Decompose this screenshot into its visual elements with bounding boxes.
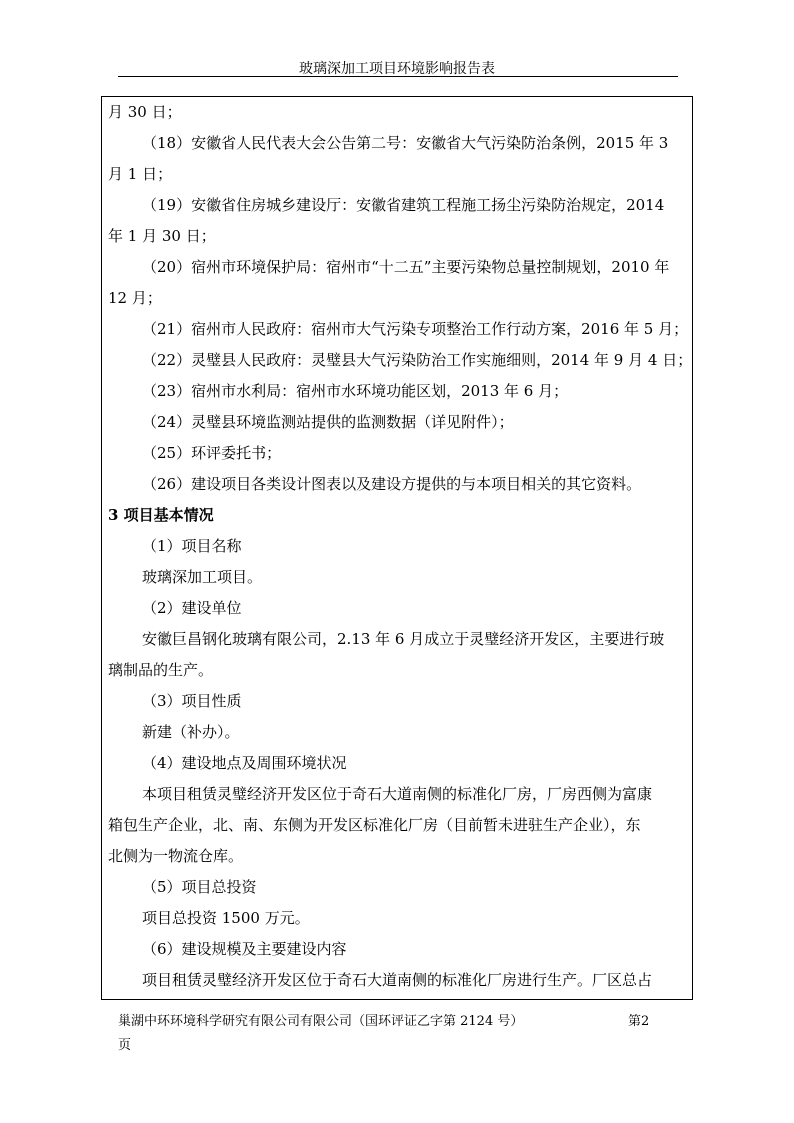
text-line: 安徽巨昌钢化玻璃有限公司，2.13 年 6 月成立于灵璧经济开发区，主要进行玻 <box>142 630 665 648</box>
text-line: 月 30 日； <box>108 103 182 121</box>
report-text <box>108 97 693 996</box>
text-line: 新建（补办）。 <box>142 723 240 741</box>
text-line: （24）灵璧县环境监测站提供的监测数据（详见附件）； <box>142 413 514 431</box>
text-line: 月 1 日； <box>108 165 173 183</box>
header-divider <box>118 76 678 77</box>
subsection-heading: （3）项目性质 <box>142 692 242 710</box>
subsection-heading: （2）建设单位 <box>142 599 242 617</box>
footer-company: 巢湖中环环境科学研究有限公司有限公司（国环评证乙字第 2124 号） <box>118 1014 524 1029</box>
text-line: 12 月； <box>108 289 162 307</box>
subsection-heading: （6）建设规模及主要建设内容 <box>142 940 347 958</box>
subsection-heading: （4）建设地点及周围环境状况 <box>142 754 347 772</box>
text-line: （19）安徽省住房城乡建设厅：安徽省建筑工程施工扬尘污染防治规定，2014 <box>142 196 665 214</box>
text-line: 年 1 月 30 日； <box>108 227 216 245</box>
subsection-heading: （5）项目总投资 <box>142 878 257 896</box>
text-line: （23）宿州市水利局：宿州市水环境功能区划，2013 年 6 月； <box>142 382 569 400</box>
text-line: （21）宿州市人民政府：宿州市大气污染专项整治工作行动方案，2016 年 5 月； <box>142 320 689 338</box>
text-line: （26）建设项目各类设计图表以及建设方提供的与本项目相关的其它资料。 <box>142 475 642 493</box>
text-line: 玻璃深加工项目。 <box>142 568 263 586</box>
footer-page-suffix: 页 <box>118 1038 132 1053</box>
text-line: （25）环评委托书； <box>142 444 282 462</box>
text-line: 北侧为一物流仓库。 <box>108 847 244 865</box>
text-line: （20）宿州市环境保护局：宿州市“十二五”主要污染物总量控制规划，2010 年 <box>142 258 670 276</box>
section-heading: 3 项目基本情况 <box>108 506 214 524</box>
report-content-box <box>101 96 693 1000</box>
page-header-title: 玻璃深加工项目环境影响报告表 <box>299 61 495 77</box>
text-line: 本项目租赁灵璧经济开发区位于奇石大道南侧的标准化厂房，厂房西侧为富康 <box>142 785 653 803</box>
footer-page-label: 第2 <box>628 1014 650 1029</box>
subsection-heading: （1）项目名称 <box>142 537 242 555</box>
text-line: 项目租赁灵璧经济开发区位于奇石大道南侧的标准化厂房进行生产。厂区总占 <box>142 971 653 989</box>
text-line: （18）安徽省人民代表大会公告第二号：安徽省大气污染防治条例，2015 年 3 <box>142 134 669 152</box>
text-line: 璃制品的生产。 <box>108 661 214 679</box>
text-line: （22）灵璧县人民政府：灵璧县大气污染防治工作实施细则，2014 年 9 月 4 日； <box>142 351 693 369</box>
text-line: 箱包生产企业，北、南、东侧为开发区标准化厂房（目前暂未进驻生产企业），东 <box>108 816 641 834</box>
text-line: 项目总投资 1500 万元。 <box>142 909 310 927</box>
